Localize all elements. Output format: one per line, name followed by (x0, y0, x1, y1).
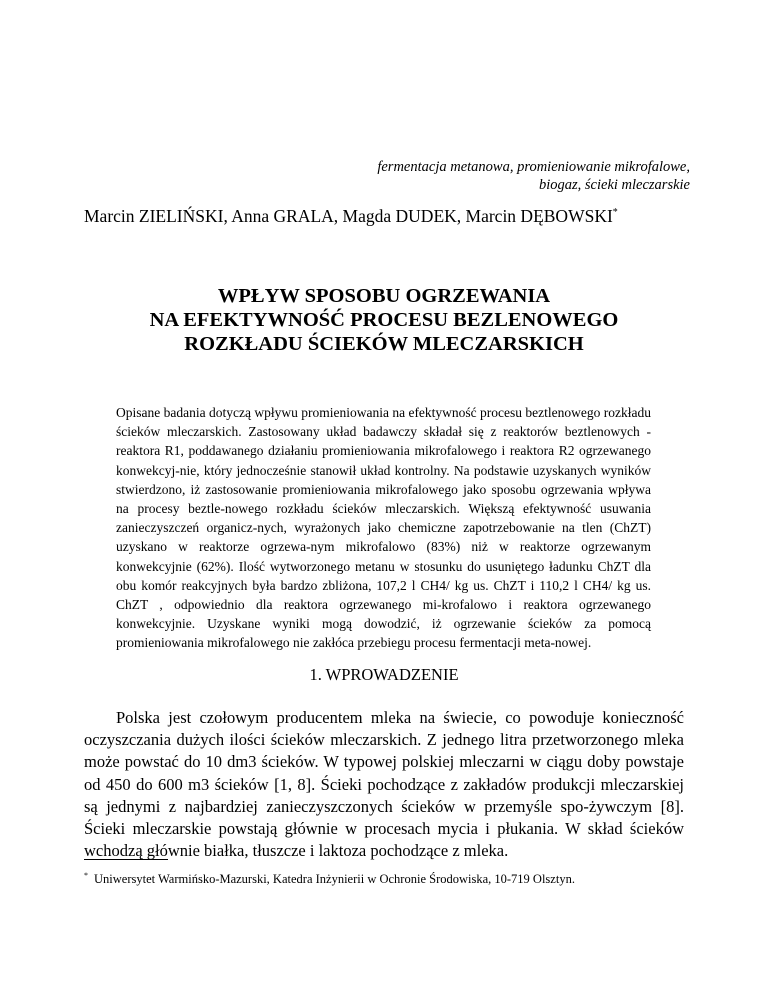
title-line-1: WPŁYW SPOSOBU OGRZEWANIA (217, 285, 551, 307)
authors-names: Marcin ZIELIŃSKI, Anna GRALA, Magda DUDEK, Marcin DĘBOWSKI (84, 206, 613, 226)
authors-line (84, 205, 618, 227)
keywords-line-2: biogaz, ścieki mleczarskie (538, 177, 690, 193)
abstract: Opisane badania dotyczą wpływu promieniowania na efektywność procesu beztlenowego rozkładu ścieków mleczarskich. Zastosowany układ badawczy składał się z reaktorów beztlenowych - reaktora R1, poddawanego działaniu promieniowania mikrofalowego i reaktora R2 ogrzewanego konwekcyj-nie, który jednocześnie stanowił układ kontrolny. Na podstawie uzyskanych wyników stwierdzono, iż zastosowanie promieniowania mikrofalowego jako sposobu ogrzewania wpływa na procesy beztle-nowego rozkładu ścieków mleczarskich. Większą efektywność usuwania zanieczyszczeń organicz-nych, wyrażonych jako chemiczne zapotrzebowanie na tlen (ChZT) uzyskano w reaktorze ogrzewa-nym mikrofalowo (83%) niż w reaktorze ogrzewanym konwekcyjnie (62%). Ilość wytworzonego metanu w stosunku do usuniętego ładunku ChZT dla obu komór reakcyjnych była bardzo zbliżona, 107,2 l CH4/ kg us. ChZT i 110,2 l CH4/ kg us. ChZT , odpowiednio dla reaktora ogrzewanego mi-krofalowo i reaktora ogrzewanego konwekcyjnie. Uzyskane wyniki mogą dowodzić, iż ogrzewanie ścieków za pomocą promieniowania mikrofalowego nie zakłóca przebiegu procesu fermentacji meta-nowej. (116, 405, 651, 651)
title-line-3: ROZKŁADU ŚCIEKÓW MLECZARSKICH (184, 333, 584, 355)
footnote-mark: * (84, 870, 88, 880)
footnote-divider (84, 859, 168, 860)
section-heading: 1. WPROWADZENIE (309, 665, 459, 684)
keywords (130, 158, 690, 194)
title-line-2: NA EFEKTYWNOŚĆ PROCESU BEZLENOWEGO (149, 309, 619, 331)
footnote (84, 871, 575, 887)
body-paragraph: Polska jest czołowym producentem mleka na świecie, co powoduje konieczność oczyszczania dużych ilości ścieków mleczarskich. Z jednego litra przetworzonego mleka może powstać do 10 dm3 ścieków. W typowej polskiej mleczarni w ciągu doby powstaje od 450 do 600 m3 ścieków [1, 8]. Ścieki pochodzące z zakładów produkcji mleczarskiej są jednymi z najbardziej zanieczyszczonych ścieków w przemyśle spo-żywczym [8]. Ścieki mleczarskie powstają głównie w procesach mycia i płukania. W skład ścieków wchodzą głównie białka, tłuszcze i laktoza pochodzące z mleka. (84, 708, 684, 861)
authors-footnote-mark: * (612, 207, 618, 219)
keywords-line-1: fermentacja metanowa, promieniowanie mikrofalowe, (377, 159, 690, 175)
footnote-text: Uniwersytet Warmińsko-Mazurski, Katedra Inżynierii w Ochronie Środowiska, 10-719 Olsztyn. (94, 872, 575, 886)
paper-title (84, 284, 684, 356)
